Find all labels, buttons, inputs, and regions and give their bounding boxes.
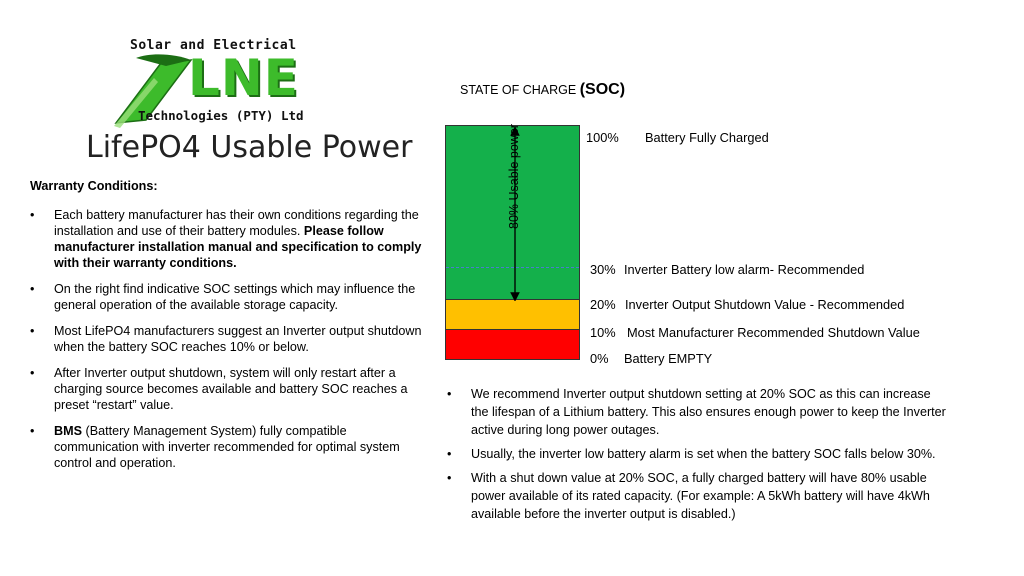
list-item — [447, 385, 947, 439]
soc-level-30 — [590, 262, 864, 277]
bullet-text: On the right find indicative SOC settings which may influence the general operation of the available storage capacity. — [54, 282, 416, 312]
level-description: Inverter Battery low alarm- Recommended — [624, 262, 865, 277]
bullet-text: (Battery Management System) fully compatible communication with inverter recommended for optimal system control and operation. — [54, 424, 400, 470]
bullet-icon: • — [447, 387, 452, 401]
list-item — [30, 281, 430, 313]
bullet-text: With a shut down value at 20% SOC, a fully charged battery will have 80% usable power available of its rated capacity. (For example: A 5kWh battery will have 4kWh available before the inverter output is disabled.) — [471, 471, 930, 521]
logo-word: LNE — [188, 49, 299, 107]
soc-title-text: STATE OF CHARGE — [460, 83, 580, 97]
soc-reserve-segment — [445, 299, 580, 330]
level-percent: 30% — [590, 262, 616, 277]
list-item — [30, 423, 430, 471]
bullet-text: Usually, the inverter low battery alarm is set when the battery SOC falls below 30%. — [471, 447, 936, 461]
level-description: Inverter Output Shutdown Value - Recommended — [625, 297, 905, 312]
list-item — [30, 323, 430, 355]
soc-bar — [445, 125, 580, 361]
level-description: Battery Fully Charged — [645, 130, 769, 145]
list-item — [447, 469, 947, 523]
level-description: Battery EMPTY — [624, 351, 713, 366]
soc-title — [460, 81, 625, 99]
level-percent: 20% — [590, 297, 616, 312]
logo-top-text: Solar and Electrical — [130, 38, 297, 53]
warranty-heading: Warranty Conditions: — [30, 179, 158, 193]
soc-empty-segment — [445, 329, 580, 360]
bullet-icon: • — [30, 424, 35, 438]
usable-power-label: 80% Usable power — [507, 124, 521, 229]
level-percent: 100% — [586, 130, 619, 145]
soc-title-abbr: (SOC) — [579, 81, 626, 98]
level-percent: 10% — [590, 325, 616, 340]
list-item — [30, 365, 430, 413]
soc-level-100 — [586, 130, 769, 145]
page-title: LifePO4 Usable Power — [86, 130, 413, 165]
soc-level-0 — [590, 351, 712, 366]
bullet-text: After Inverter output shutdown, system will only restart after a charging source becomes available and battery SOC reaches a preset “restart” value. — [54, 366, 408, 412]
bullet-bold-text: Please follow manufacturer installation manual and specification to comply with their warranty conditions. — [54, 224, 422, 270]
bullet-text: Each battery manufacturer has their own conditions regarding the installation and use of their battery modules. — [54, 208, 419, 238]
list-item — [447, 445, 947, 463]
bullet-bold-text: BMS — [54, 424, 82, 438]
soc-level-20 — [590, 297, 904, 312]
company-logo — [106, 38, 326, 128]
level-description: Most Manufacturer Recommended Shutdown Value — [627, 325, 920, 340]
soc-level-10 — [590, 325, 920, 340]
list-item — [30, 207, 430, 271]
bullet-icon: • — [447, 471, 452, 485]
bullet-icon: • — [30, 282, 35, 296]
warranty-section — [30, 178, 430, 481]
recommendations-section — [447, 385, 947, 529]
level-percent: 0% — [590, 351, 609, 366]
logo-bottom-text: Technologies (PTY) Ltd — [138, 108, 304, 123]
bullet-icon: • — [30, 208, 35, 222]
bullet-icon: • — [447, 447, 452, 461]
bullet-text: Most LifePO4 manufacturers suggest an Inverter output shutdown when the battery SOC reaches 10% or below. — [54, 324, 422, 354]
bullet-text: We recommend Inverter output shutdown setting at 20% SOC as this can increase the lifespan of a Lithium battery. This also ensures enough power to keep the Inverter active during long power outages. — [471, 387, 946, 437]
bullet-icon: • — [30, 324, 35, 338]
bullet-icon: • — [30, 366, 35, 380]
